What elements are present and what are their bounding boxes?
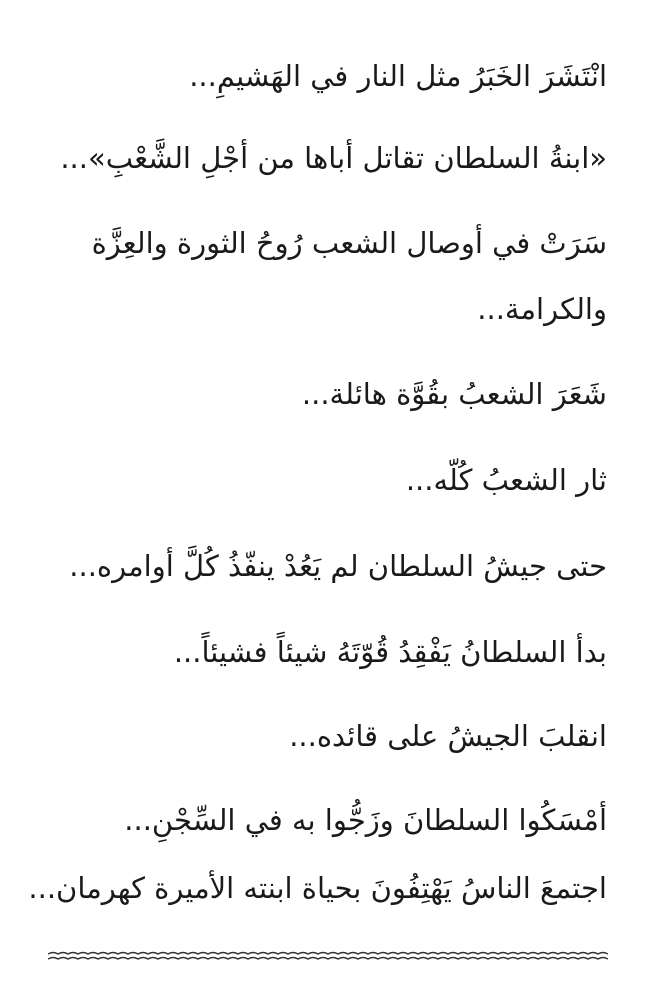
wavy-line-bottom xyxy=(48,958,608,960)
wavy-line-top xyxy=(48,953,608,955)
story-line-5: ثار الشعبُ كُلّه... xyxy=(405,463,607,497)
story-line-9: أمْسَكُوا السلطانَ وزَجُّوا به في السِّجْنِ... xyxy=(124,803,607,837)
story-line-4: شَعَرَ الشعبُ بقُوَّة هائلة... xyxy=(301,377,607,411)
wavy-divider xyxy=(48,948,608,964)
story-line-7: بدأ السلطانُ يَفْقِدُ قُوّتَهُ شيئاً فشيئاً... xyxy=(173,635,607,669)
story-line-6: حتى جيشُ السلطان لم يَعُدْ ينفّذُ كُلَّ أوامره... xyxy=(69,549,607,583)
story-line-1: انْتَشَرَ الخَبَرُ مثل النار في الهَشيمِ... xyxy=(189,59,607,93)
story-line-2: «ابنةُ السلطان تقاتل أباها من أجْلِ الشَّعْبِ»... xyxy=(60,141,607,175)
story-line-10: اجتمعَ الناسُ يَهْتِفُونَ بحياة ابنته الأميرة كهرمان... xyxy=(28,871,607,905)
story-line-3: سَرَتْ في أوصال الشعب رُوحُ الثورة والعِزَّة والكرامة... xyxy=(91,226,607,326)
story-text xyxy=(28,44,607,920)
story-line-8: انقلبَ الجيشُ على قائده... xyxy=(289,719,607,753)
